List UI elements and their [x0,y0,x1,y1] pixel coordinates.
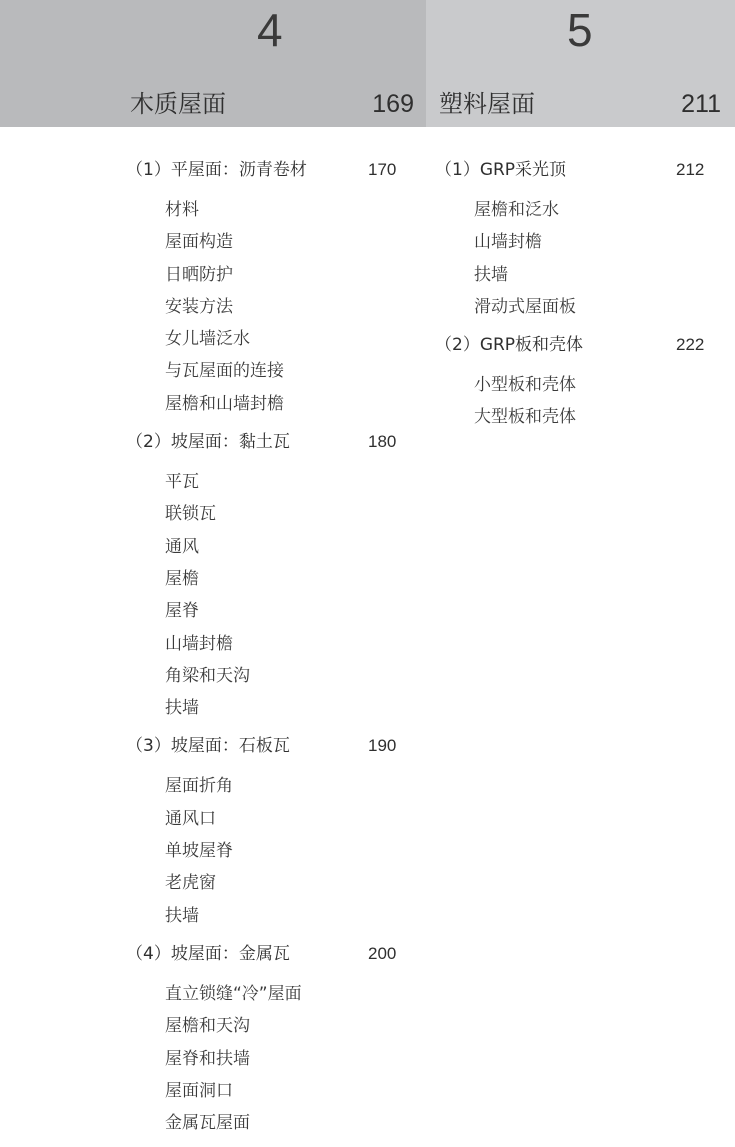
section-items [0,770,426,931]
toc-entry[interactable]: 平瓦 [165,472,199,493]
section-title: （1）平屋面：沥青卷材 [126,160,307,180]
toc-entry[interactable]: 通风口 [165,808,216,829]
toc-entry[interactable]: 屋檐 [165,568,199,589]
toc-entry[interactable]: 大型板和壳体 [474,407,576,428]
section-page-number: 200 [368,943,397,963]
toc-entry[interactable]: 单坡屋脊 [165,841,233,862]
toc-entry[interactable]: 屋面洞口 [165,1080,233,1101]
section-title: （3）坡屋面：石板瓦 [126,736,290,757]
section-page-number: 212 [676,160,705,179]
toc-section [0,940,426,1139]
chapter-number: 4 [257,4,283,56]
toc-entry[interactable]: 扶墙 [165,698,199,719]
toc-entry[interactable]: 屋檐和天沟 [165,1016,250,1037]
section-page-number: 170 [368,160,397,179]
section-heading[interactable] [426,331,735,359]
section-heading[interactable] [426,156,735,184]
section-page-number: 222 [676,335,705,355]
chapter-page-number: 169 [372,90,414,118]
section-items [0,466,426,724]
toc-entry[interactable]: 安装方法 [165,296,233,317]
toc-entry[interactable]: 扶墙 [165,905,199,926]
section-page-number: 180 [368,432,397,452]
chapter-page-number: 211 [681,90,721,118]
toc-entry[interactable]: 山墙封檐 [165,633,233,654]
section-list [0,156,426,1147]
section-page-number: 190 [368,736,397,756]
toc-entry[interactable]: 扶墙 [474,264,508,285]
section-heading[interactable] [0,428,426,456]
toc-entry[interactable]: 屋面构造 [165,232,233,253]
section-heading[interactable] [0,732,426,760]
toc-entry[interactable]: 屋檐和泛水 [474,200,559,220]
chapter-title[interactable]: 塑料屋面 [439,90,535,118]
toc-entry[interactable]: 金属瓦屋面 [165,1113,250,1134]
section-items [0,978,426,1139]
toc-section [426,331,735,434]
toc-section [0,156,426,420]
section-heading[interactable] [0,156,426,184]
section-list [426,156,735,442]
toc-entry[interactable]: 日晒防护 [165,264,233,285]
chapter-header [426,0,735,127]
toc-entry[interactable]: 通风 [165,536,199,557]
toc-entry[interactable]: 联锁瓦 [165,504,216,525]
section-title: （2）GRP板和壳体 [435,335,584,356]
chapter-header [0,0,426,127]
toc-entry[interactable]: 与瓦屋面的连接 [165,361,284,382]
chapter-title[interactable]: 木质屋面 [130,90,226,118]
toc-entry[interactable]: 屋面折角 [165,776,233,797]
toc-entry[interactable]: 女儿墙泛水 [165,329,250,350]
section-heading[interactable] [0,940,426,968]
section-items [426,369,735,434]
toc-section [426,156,735,323]
toc-entry[interactable]: 屋檐和山墙封檐 [165,393,284,414]
toc-entry[interactable]: 材料 [165,200,199,220]
toc-entry[interactable]: 山墙封檐 [474,232,542,253]
chapter-number: 5 [567,4,593,56]
toc-entry[interactable]: 小型板和壳体 [474,375,576,396]
chapter-5-column [426,0,735,1139]
toc-entry[interactable]: 角梁和天沟 [165,665,250,686]
section-title: （2）坡屋面：黏土瓦 [126,432,290,453]
toc-entry[interactable]: 屋脊和扶墙 [165,1048,250,1069]
toc-entry[interactable]: 直立锁缝“冷”屋面 [165,983,302,1004]
section-title: （4）坡屋面：金属瓦 [126,943,290,964]
toc-section [0,428,426,724]
toc-entry[interactable]: 滑动式屋面板 [474,296,576,317]
section-items [0,194,426,420]
toc-entry[interactable]: 老虎窗 [165,873,216,894]
toc-section [0,732,426,931]
section-items [426,194,735,323]
toc-entry[interactable]: 屋脊 [165,601,199,622]
section-title: （1）GRP采光顶 [435,160,567,180]
